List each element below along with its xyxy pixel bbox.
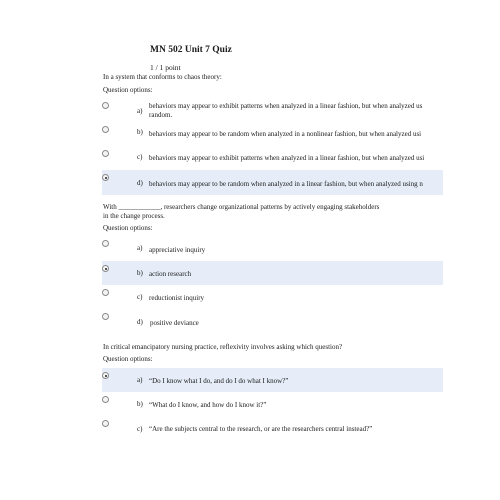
radio-button[interactable] [102,150,109,157]
option-text: appreciative inquiry [149,246,206,254]
radio-button[interactable] [102,240,109,247]
option-text-continued: random. [149,111,173,119]
question-2-prompt: With ____________, researchers change organizational patterns by actively engaging stakeholders [103,203,380,211]
radio-button[interactable] [102,126,109,133]
radio-button-checked[interactable] [102,265,109,272]
radio-button[interactable] [102,313,109,320]
option-letter: c) [137,293,143,301]
question-3-option-c[interactable] [102,417,443,441]
radio-button[interactable] [102,396,109,403]
question-2-option-b[interactable] [102,261,443,285]
option-text: action research [149,270,192,278]
question-2-option-a[interactable] [102,236,443,260]
question-3-option-b[interactable] [102,393,443,417]
option-text: behaviors may appear to exhibit patterns when analyzed in a linear fashion, but when analyzed usi [149,154,425,162]
radio-button[interactable] [102,420,109,427]
option-text: behaviors may appear to be random when analyzed in a linear fashion, but when analyzed using n [149,180,423,188]
option-letter: d) [137,318,143,326]
question-2-prompt-continued: in the change process. [103,212,165,220]
question-1-options-label: Question options: [103,86,153,94]
radio-button[interactable] [102,289,109,296]
question-3-option-a[interactable] [102,368,443,392]
option-letter: a) [137,107,143,115]
question-2-options-label: Question options: [103,224,153,232]
option-letter: b) [137,128,143,136]
option-letter: d) [137,179,143,187]
question-1-option-b[interactable] [102,124,443,146]
radio-button-checked[interactable] [102,174,109,181]
question-2-option-d[interactable] [102,309,443,333]
option-text: “What do I know, and how do I know it?” [149,401,267,409]
points-score: 1 / 1 point [150,63,181,72]
option-letter: c) [137,425,143,433]
question-2-option-c[interactable] [102,285,443,309]
radio-button[interactable] [102,102,109,109]
question-1-option-a[interactable] [102,98,443,124]
question-3-options-label: Question options: [103,355,153,363]
question-1-option-c[interactable] [102,146,443,170]
radio-button-checked[interactable] [102,372,109,379]
option-letter: c) [137,153,143,161]
question-1-prompt: In a system that conforms to chaos theory: [103,73,222,81]
option-text: behaviors may appear to be random when analyzed in a nonlinear fashion, but when analyzed usi [149,130,422,138]
option-letter: a) [137,376,143,384]
question-3-prompt: In critical emancipatory nursing practice, reflexivity involves asking which question? [103,343,343,351]
option-text: “Do I know what I do, and do I do what I know?” [149,377,289,385]
option-letter: a) [137,244,143,252]
option-letter: b) [137,269,143,277]
question-1-option-d[interactable] [102,170,443,195]
option-letter: b) [137,400,143,408]
option-text: behaviors may appear to exhibit patterns when analyzed in a linear fashion, but when analyzed us [149,102,423,110]
option-text: positive deviance [150,319,199,327]
option-text: “Are the subjects central to the research, or are the researchers central instead?” [149,425,373,433]
quiz-title: MN 502 Unit 7 Quiz [150,45,232,55]
option-text: reductionist inquiry [149,294,205,302]
